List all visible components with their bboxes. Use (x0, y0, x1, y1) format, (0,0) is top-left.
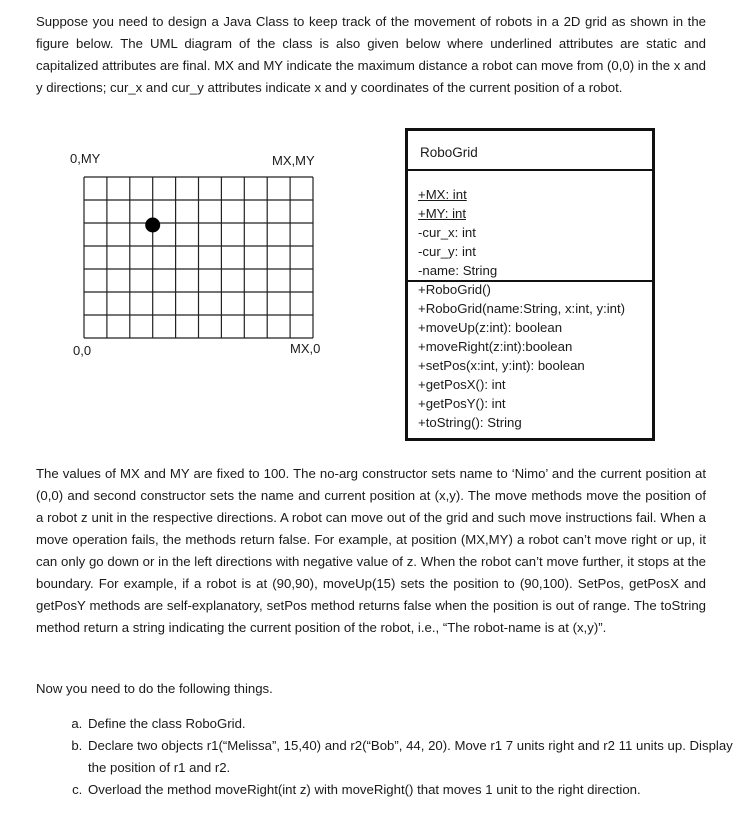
uml-attribute: -cur_y: int (418, 244, 476, 259)
task-item: a. Define the class RoboGrid. (86, 713, 734, 735)
uml-method: +RoboGrid() (418, 282, 491, 297)
uml-method: +RoboGrid(name:String, x:int, y:int) (418, 301, 626, 316)
uml-class-diagram (405, 128, 655, 441)
uml-attribute: +MY: int (418, 206, 467, 221)
task-list (58, 713, 734, 801)
grid-label-top-left: 0,MY (70, 151, 101, 166)
uml-method: +setPos(x:int, y:int): boolean (418, 358, 585, 373)
uml-method: +moveUp(z:int): boolean (418, 320, 563, 335)
uml-methods (418, 280, 625, 432)
uml-method: +toString(): String (418, 415, 522, 430)
grid-lines (84, 177, 313, 338)
grid-label-top-right: MX,MY (272, 153, 315, 168)
uml-attribute: -name: String (418, 263, 498, 278)
intro-paragraph: Suppose you need to design a Java Class to keep track of the movement of robots in a 2D grid as shown in the figure below. The UML diagram of the class is also given below where underlined attributes are static and capitalized attributes are final. MX and MY indicate the maximum distance a robot can move from (0,0) in the x and y directions; cur_x and cur_y attributes indicate x and y coordinates of the current position of a robot. (36, 14, 706, 95)
uml-method: +getPosY(): int (418, 396, 506, 411)
uml-class-name: RoboGrid (420, 145, 478, 160)
grid-label-bottom-right: MX,0 (290, 341, 321, 356)
uml-method: +getPosX(): int (418, 377, 506, 392)
grid-label-bottom-left: 0,0 (73, 343, 92, 358)
uml-attribute: -cur_x: int (418, 225, 476, 240)
uml-attribute: +MX: int (418, 187, 467, 202)
instructions-intro: Now you need to do the following things. (36, 681, 273, 696)
robot-marker (145, 218, 160, 233)
task-item: c. Overload the method moveRight(int z) with moveRight() that moves 1 unit to the right direction. (86, 779, 734, 801)
uml-method: +moveRight(z:int):boolean (418, 339, 573, 354)
task-item: b. Declare two objects r1(“Melissa”, 15,40) and r2(“Bob”, 44, 20). Move r1 7 units right and r2 11 units up. Display the position of r1 and r2. (86, 735, 734, 779)
description-paragraph: The values of MX and MY are fixed to 100. The no-arg constructor sets name to ‘Nimo’ and the current position at (0,0) and second constructor sets the name and current position at (x,y). The move methods move the position of a robot z unit in the respective directions. A robot can move out of the grid and such move instructions fail. When a move operation fails, the methods return false. For example, at position (MX,MY) a robot can’t move right or up, it can only go down or in the left directions with negative value of z. When the robot can’t move further, it stops at the boundary. For example, if a robot is at (90,90), moveUp(15) sets the position to (90,100). SetPos, getPosX and getPosY methods are self-explanatory, setPos method returns false when the position is out of range. The toString method return a string indicating the current position of the robot, i.e., “The robot-name is at (x,y)”. (36, 466, 706, 635)
uml-attributes (418, 185, 497, 280)
